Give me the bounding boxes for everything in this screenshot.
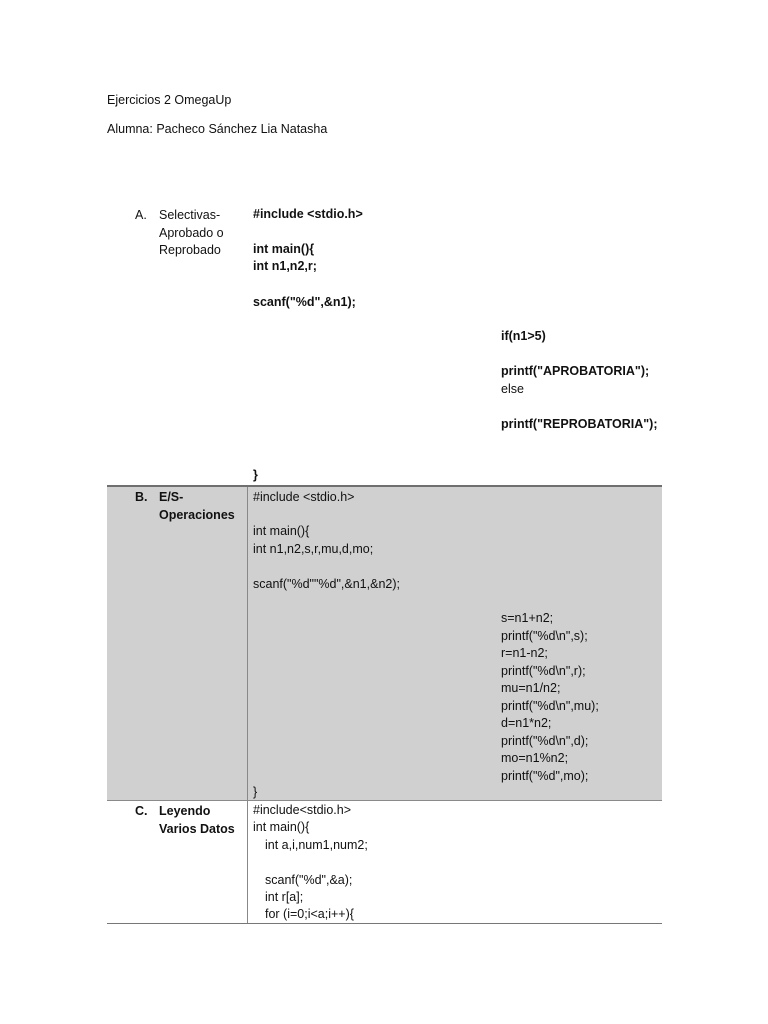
code-block xyxy=(253,801,662,923)
code-line: for (i=0;i<a;i++){ xyxy=(265,907,354,921)
exercise-title: E/S- Operaciones xyxy=(159,490,235,522)
exercise-title: Selectivas- Aprobado o Reprobado xyxy=(159,208,224,257)
code-line: scanf("%d",&n1); xyxy=(253,295,356,309)
code-line: printf("%d\n",r); xyxy=(501,664,586,678)
student-name: Alumna: Pacheco Sánchez Lia Natasha xyxy=(107,122,328,136)
code-line: int n1,n2,r; xyxy=(253,259,317,273)
code-line: int main(){ xyxy=(253,524,310,538)
code-line: int main(){ xyxy=(253,242,315,256)
exercise-letter: B. xyxy=(135,490,148,504)
code-line: int main(){ xyxy=(253,820,310,834)
exercise-label xyxy=(135,207,224,260)
code-line: else xyxy=(501,382,524,396)
document-title: Ejercicios 2 OmegaUp xyxy=(107,93,232,107)
exercise-letter: C. xyxy=(135,804,148,818)
exercise-row-c xyxy=(107,800,662,924)
code-line: printf("%d\n",s); xyxy=(501,629,588,643)
code-block xyxy=(253,199,662,485)
code-line: r=n1-n2; xyxy=(501,646,548,660)
code-line: mo=n1%n2; xyxy=(501,751,569,765)
code-line: int a,i,num1,num2; xyxy=(265,838,368,852)
column-divider xyxy=(247,487,248,800)
code-block xyxy=(253,487,662,800)
exercise-row-a xyxy=(107,199,662,485)
code-line: printf("REPROBATORIA"); xyxy=(501,417,658,431)
code-line: mu=n1/n2; xyxy=(501,681,561,695)
code-line: scanf("%d""%d",&n1,&n2); xyxy=(253,577,400,591)
code-line: if(n1>5) xyxy=(501,329,546,343)
code-line: d=n1*n2; xyxy=(501,716,552,730)
code-line: s=n1+n2; xyxy=(501,611,554,625)
code-line: #include <stdio.h> xyxy=(253,490,355,504)
exercise-row-b xyxy=(107,485,662,800)
exercise-title: Leyendo Varios Datos xyxy=(159,804,235,836)
code-line: printf("%d",mo); xyxy=(501,769,589,783)
code-line: printf("%d\n",mu); xyxy=(501,699,599,713)
column-divider xyxy=(247,801,248,923)
code-line: } xyxy=(253,468,258,482)
exercise-label xyxy=(135,803,235,838)
exercise-label xyxy=(135,489,235,524)
code-line: printf("%d\n",d); xyxy=(501,734,589,748)
exercise-letter: A. xyxy=(135,208,147,222)
code-line: #include<stdio.h> xyxy=(253,803,351,817)
code-line: } xyxy=(253,785,258,799)
code-line: #include <stdio.h> xyxy=(253,207,363,221)
code-line: int n1,n2,s,r,mu,d,mo; xyxy=(253,542,374,556)
code-line: printf("APROBATORIA"); xyxy=(501,364,650,378)
code-line: int r[a]; xyxy=(265,890,304,904)
exercise-table xyxy=(107,199,662,924)
code-line: scanf("%d",&a); xyxy=(265,873,353,887)
